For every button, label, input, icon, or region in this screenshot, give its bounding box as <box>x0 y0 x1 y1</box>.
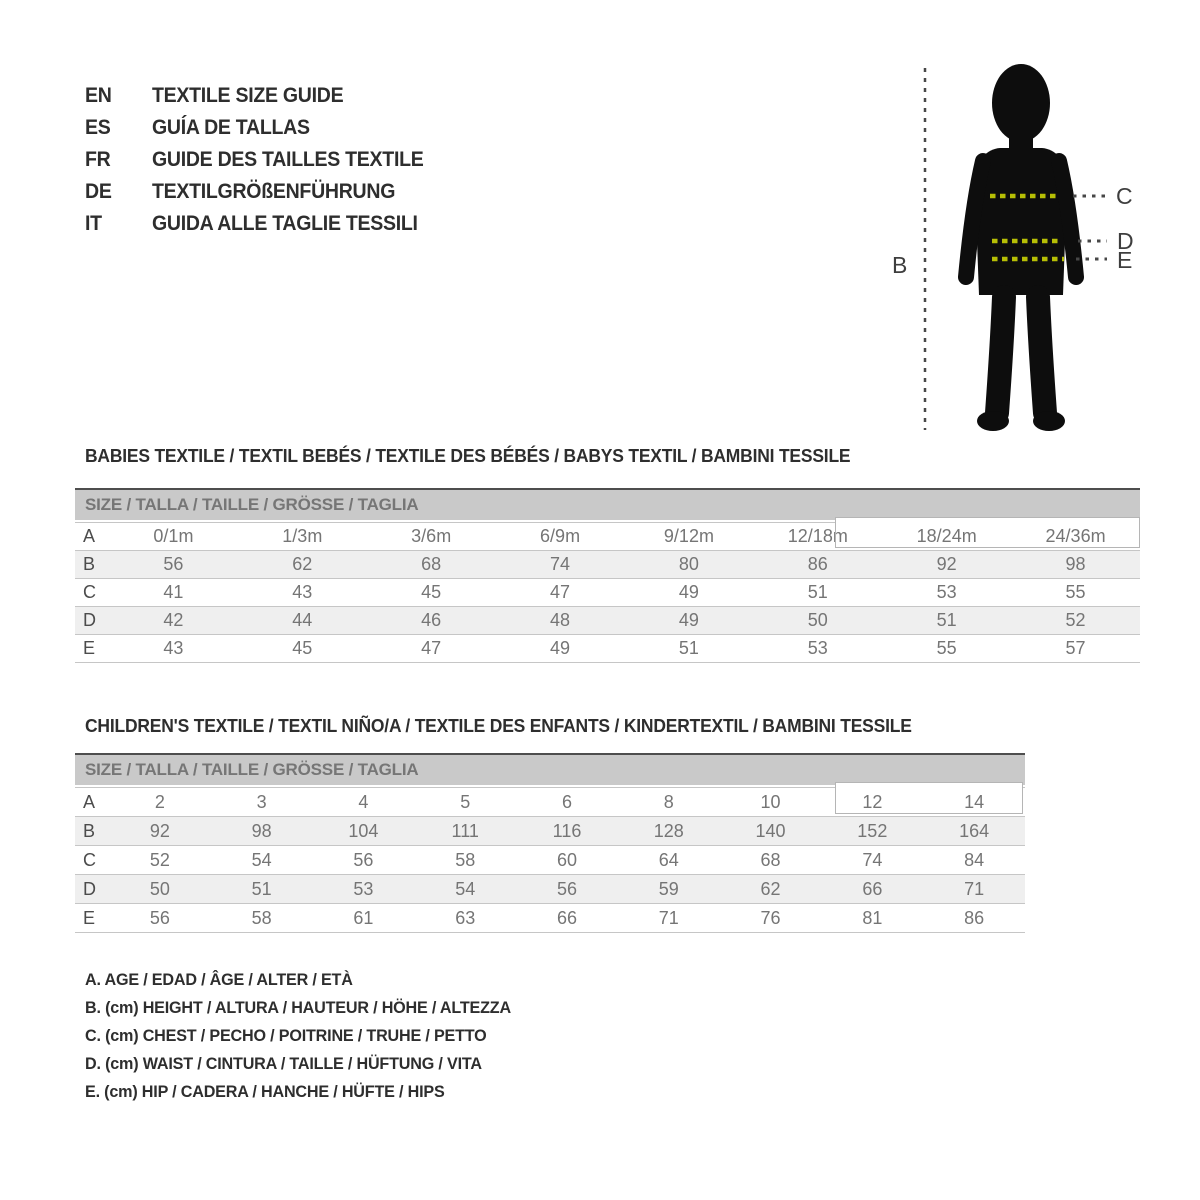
language-code: IT <box>85 212 102 235</box>
table-cell: 43 <box>163 638 184 658</box>
row-label: B <box>83 554 96 574</box>
babies-selection-box <box>835 517 1140 548</box>
table-cell: 84 <box>964 849 985 870</box>
row-label: E <box>83 638 96 658</box>
title-row-es <box>85 112 423 144</box>
table-cell: 164 <box>959 820 990 841</box>
table-cell: 41 <box>163 582 184 602</box>
table-cell: 52 <box>1065 610 1086 630</box>
page-title: GUÍA DE TALLAS <box>151 116 310 139</box>
table-cell: 80 <box>678 554 699 574</box>
children-selection-box <box>835 782 1023 814</box>
table-cell: 53 <box>936 582 957 602</box>
table-cell: 71 <box>658 907 679 928</box>
table-cell: 68 <box>760 849 781 870</box>
table-cell: 92 <box>936 554 957 574</box>
table-cell: 1/3m <box>282 526 323 546</box>
babies-size-table <box>75 488 1140 663</box>
child-silhouette <box>966 64 1076 431</box>
babies-section-title: BABIES TEXTILE / TEXTIL BEBÉS / TEXTILE DES BÉBÉS / BABYS TEXTIL / BAMBINI TESSILE <box>85 446 851 466</box>
table-cell: 57 <box>1065 638 1086 658</box>
table-cell: 3 <box>256 791 267 812</box>
table-cell: 66 <box>862 878 883 899</box>
table-cell: 98 <box>251 820 272 841</box>
language-title-block <box>85 80 423 240</box>
measurement-legend <box>85 966 511 1106</box>
height-label: B <box>892 252 908 278</box>
chest-label: C <box>1116 183 1133 209</box>
table-cell: 63 <box>455 907 476 928</box>
table-cell: 4 <box>358 791 369 812</box>
table-cell: 8 <box>663 791 674 812</box>
table-cell: 62 <box>292 554 313 574</box>
page-title: GUIDE DES TAILLES TEXTILE <box>151 148 424 171</box>
table-cell: 12 <box>862 791 883 812</box>
table-row-c <box>75 845 1025 874</box>
size-header-bar: SIZE / TALLA / TAILLE / GRÖSSE / TAGLIA <box>75 490 1140 520</box>
table-cell: 50 <box>807 610 828 630</box>
table-cell: 76 <box>760 907 781 928</box>
table-cell: 140 <box>755 820 786 841</box>
table-cell: 60 <box>556 849 577 870</box>
table-cell: 2 <box>154 791 165 812</box>
table-cell: 111 <box>451 820 479 841</box>
row-label: D <box>83 878 96 899</box>
table-cell: 6/9m <box>540 526 581 546</box>
table-cell: 152 <box>857 820 888 841</box>
title-row-fr <box>85 144 423 176</box>
table-cell: 52 <box>149 849 170 870</box>
title-row-de <box>85 176 423 208</box>
table-cell: 44 <box>292 610 313 630</box>
table-cell: 116 <box>552 820 582 841</box>
table-cell: 53 <box>807 638 828 658</box>
table-cell: 71 <box>964 878 985 899</box>
table-cell: 56 <box>556 878 577 899</box>
row-label: B <box>83 820 96 841</box>
table-row-e <box>75 903 1025 932</box>
row-label: E <box>83 907 96 928</box>
title-row-en <box>85 80 423 112</box>
table-cell: 6 <box>561 791 572 812</box>
table-cell: 10 <box>760 791 781 812</box>
table-cell: 51 <box>936 610 957 630</box>
table-cell: 81 <box>862 907 883 928</box>
table-cell: 98 <box>1065 554 1086 574</box>
table-cell: 45 <box>421 582 442 602</box>
table-cell: 5 <box>460 791 471 812</box>
table-cell: 51 <box>251 878 272 899</box>
table-row-c <box>75 578 1140 606</box>
table-cell: 51 <box>807 582 828 602</box>
table-cell: 64 <box>658 849 679 870</box>
children-section-title: CHILDREN'S TEXTILE / TEXTIL NIÑO/A / TEXTILE DES ENFANTS / KINDERTEXTIL / BAMBINI TESSILE <box>85 716 912 736</box>
table-cell: 43 <box>292 582 313 602</box>
waist-label: D <box>1117 228 1134 254</box>
language-code: EN <box>85 84 112 107</box>
table-cell: 48 <box>550 610 571 630</box>
table-cell: 58 <box>455 849 476 870</box>
child-silhouette-figure <box>880 55 1145 445</box>
row-label: A <box>83 791 96 812</box>
size-header-bar: SIZE / TALLA / TAILLE / GRÖSSE / TAGLIA <box>75 755 1025 785</box>
table-cell: 46 <box>421 610 442 630</box>
table-cell: 14 <box>964 791 985 812</box>
table-cell: 86 <box>807 554 828 574</box>
table-cell: 59 <box>658 878 679 899</box>
table-cell: 50 <box>149 878 170 899</box>
row-label: C <box>83 849 96 870</box>
table-row-e <box>75 634 1140 662</box>
table-cell: 0/1m <box>153 526 194 546</box>
title-row-it <box>85 208 423 240</box>
page-title: GUIDA ALLE TAGLIE TESSILI <box>151 212 418 235</box>
table-cell: 56 <box>163 554 184 574</box>
language-code: ES <box>85 116 111 139</box>
table-cell: 92 <box>149 820 170 841</box>
table-row-b <box>75 550 1140 578</box>
legend-line-age: A. AGE / EDAD / ÂGE / ALTER / ETÀ <box>85 970 353 989</box>
table-cell: 66 <box>556 907 577 928</box>
table-cell: 54 <box>251 849 272 870</box>
table-cell: 3/6m <box>411 526 452 546</box>
language-code: DE <box>85 180 112 203</box>
table-cell: 47 <box>421 638 442 658</box>
table-cell: 74 <box>550 554 571 574</box>
row-label: D <box>83 610 96 630</box>
legend-line-waist: D. (cm) WAIST / CINTURA / TAILLE / HÜFTUNG / VITA <box>85 1054 482 1073</box>
table-cell: 104 <box>348 820 379 841</box>
table-cell: 56 <box>149 907 170 928</box>
table-cell: 61 <box>353 907 374 928</box>
table-cell: 18/24m <box>916 526 977 546</box>
table-cell: 45 <box>292 638 313 658</box>
table-cell: 54 <box>455 878 476 899</box>
legend-line-chest: C. (cm) CHEST / PECHO / POITRINE / TRUHE / PETTO <box>85 1026 487 1045</box>
row-label: A <box>83 526 96 546</box>
hip-label: E <box>1117 247 1133 273</box>
page-title: TEXTILGRÖßENFÜHRUNG <box>151 180 396 203</box>
table-cell: 86 <box>964 907 985 928</box>
table-cell: 56 <box>353 849 374 870</box>
table-cell: 49 <box>678 610 699 630</box>
table-cell: 68 <box>421 554 442 574</box>
row-label: C <box>83 582 96 602</box>
table-cell: 53 <box>353 878 374 899</box>
table-cell: 49 <box>550 638 571 658</box>
table-cell: 9/12m <box>663 526 714 546</box>
table-row-d <box>75 874 1025 903</box>
language-code: FR <box>85 148 111 171</box>
table-cell: 24/36m <box>1045 526 1106 546</box>
table-cell: 74 <box>862 849 883 870</box>
page-title: TEXTILE SIZE GUIDE <box>151 84 344 107</box>
table-cell: 12/18m <box>787 526 848 546</box>
table-cell: 58 <box>251 907 272 928</box>
table-cell: 55 <box>1065 582 1086 602</box>
table-cell: 128 <box>653 820 684 841</box>
legend-line-height: B. (cm) HEIGHT / ALTURA / HAUTEUR / HÖHE / ALTEZZA <box>85 998 511 1017</box>
table-cell: 42 <box>163 610 184 630</box>
table-cell: 62 <box>760 878 781 899</box>
children-size-table <box>75 753 1025 933</box>
table-cell: 55 <box>936 638 957 658</box>
table-cell: 49 <box>678 582 699 602</box>
table-cell: 47 <box>550 582 571 602</box>
legend-line-hip: E. (cm) HIP / CADERA / HANCHE / HÜFTE / HIPS <box>85 1082 445 1101</box>
table-cell: 51 <box>678 638 699 658</box>
table-row-d <box>75 606 1140 634</box>
table-row-b <box>75 816 1025 845</box>
